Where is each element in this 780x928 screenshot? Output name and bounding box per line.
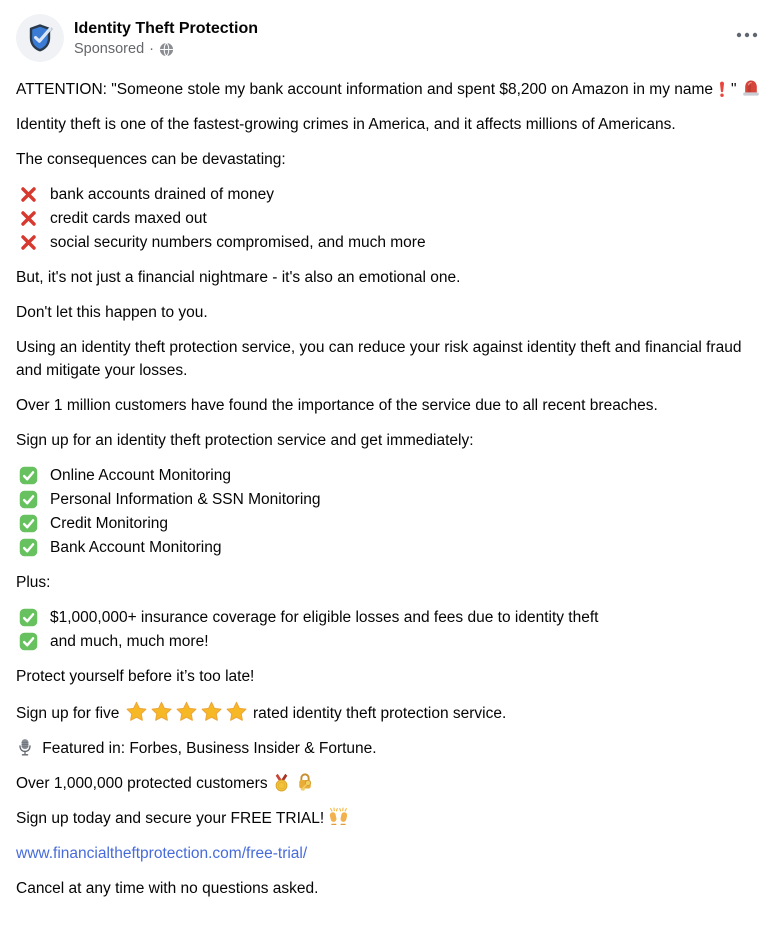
- ellipsis-icon: [736, 25, 758, 42]
- text-segment: ": [731, 81, 741, 98]
- post-paragraph: [16, 336, 764, 382]
- post-header: [0, 6, 780, 64]
- red-exclamation-icon: [713, 80, 731, 98]
- post-body: [0, 64, 780, 920]
- text-segment: Identity theft is one of the fastest-growing crimes in America, and it affects millions of Americans.: [16, 116, 676, 133]
- check-mark-icon: [19, 466, 38, 485]
- post-paragraph: [16, 737, 764, 760]
- post-paragraph: [16, 394, 764, 417]
- post-paragraph: [16, 429, 764, 452]
- post-paragraph: [16, 78, 764, 101]
- check-mark-icon: [19, 514, 38, 533]
- list-item-text: and much, much more!: [50, 633, 209, 650]
- globe-icon: [159, 42, 174, 57]
- post-paragraph: [16, 571, 764, 594]
- text-segment: Over 1 million customers have found the importance of the service due to all recent breaches.: [16, 397, 658, 414]
- text-segment: Sign up today and secure your FREE TRIAL!: [16, 810, 329, 827]
- text-segment: Protect yourself before it’s too late!: [16, 668, 255, 685]
- list-item: [16, 536, 764, 559]
- cross-mark-icon: [19, 233, 38, 252]
- emoji-bullet-list: [16, 606, 764, 653]
- list-item: [16, 207, 764, 230]
- page-avatar[interactable]: [16, 14, 64, 62]
- list-item-text: Bank Account Monitoring: [50, 539, 222, 556]
- check-mark-icon: [19, 538, 38, 557]
- list-item-text: social security numbers compromised, and much more: [50, 234, 426, 251]
- text-segment: ATTENTION: "Someone stole my bank account information and spent $8,200 on Amazon in my name: [16, 81, 714, 98]
- text-segment: Using an identity theft protection service, you can reduce your risk against identity theft and financial fraud and mitigate your losses.: [16, 339, 742, 379]
- cross-mark-icon: [19, 185, 38, 204]
- list-item-text: Credit Monitoring: [50, 515, 169, 532]
- text-segment: Sign up for five: [16, 705, 124, 722]
- text-segment: Cancel at any time with no questions asked.: [16, 880, 319, 897]
- list-item-text: $1,000,000+ insurance coverage for eligible losses and fees due to identity theft: [50, 609, 599, 626]
- raising-hands-icon: [328, 807, 349, 827]
- post-paragraph: [16, 807, 764, 830]
- check-mark-icon: [19, 632, 38, 651]
- check-mark-icon: [19, 608, 38, 627]
- list-item: [16, 231, 764, 254]
- cross-mark-icon: [19, 209, 38, 228]
- emoji-bullet-list: [16, 183, 764, 254]
- star-icon: [175, 700, 198, 723]
- post-paragraph: [16, 842, 764, 865]
- list-item-text: bank accounts drained of money: [50, 186, 275, 203]
- star-icon: [225, 700, 248, 723]
- text-segment: Sign up for an identity theft protection service and get immediately:: [16, 432, 474, 449]
- text-segment: Plus:: [16, 574, 51, 591]
- star-icon: [200, 700, 223, 723]
- text-segment: Over 1,000,000 protected customers: [16, 775, 272, 792]
- text-segment: The consequences can be devastating:: [16, 151, 286, 168]
- shield-check-logo-icon: [16, 49, 64, 62]
- star-icon: [150, 700, 173, 723]
- dot-separator: ·: [149, 40, 154, 57]
- text-segment: But, it's not just a financial nightmare - it's also an emotional one.: [16, 269, 461, 286]
- police-light-icon: [741, 78, 761, 98]
- list-item: [16, 512, 764, 535]
- sports-medal-icon: [272, 773, 291, 792]
- check-mark-icon: [19, 490, 38, 509]
- list-item: [16, 630, 764, 653]
- emoji-bullet-list: [16, 464, 764, 559]
- header-meta: [74, 18, 730, 59]
- page-title[interactable]: Identity Theft Protection: [74, 19, 258, 37]
- post-paragraph: [16, 877, 764, 900]
- post-paragraph: [16, 266, 764, 289]
- post-paragraph: [16, 301, 764, 324]
- list-item: [16, 606, 764, 629]
- post-paragraph: [16, 772, 764, 795]
- post-paragraph: [16, 700, 764, 725]
- post-paragraph: [16, 113, 764, 136]
- post-paragraph: [16, 665, 764, 688]
- text-segment: rated identity theft protection service.: [248, 705, 507, 722]
- list-item: [16, 488, 764, 511]
- list-item-text: Personal Information & SSN Monitoring: [50, 491, 321, 508]
- text-segment: Don't let this happen to you.: [16, 304, 208, 321]
- post-paragraph: [16, 148, 764, 171]
- sponsored-label: Sponsored: [74, 40, 145, 57]
- list-item-text: credit cards maxed out: [50, 210, 207, 227]
- lock-with-key-icon: [295, 772, 315, 792]
- text-segment: Featured in: Forbes, Business Insider & Fortune.: [38, 740, 377, 757]
- list-item: [16, 183, 764, 206]
- more-options-button[interactable]: [730, 22, 764, 48]
- sponsored-row: [74, 40, 730, 59]
- list-item: [16, 464, 764, 487]
- list-item-text: Online Account Monitoring: [50, 467, 231, 484]
- microphone-icon: [16, 738, 34, 756]
- post-link[interactable]: www.financialtheftprotection.com/free-trial/: [16, 845, 308, 862]
- star-icon: [125, 700, 148, 723]
